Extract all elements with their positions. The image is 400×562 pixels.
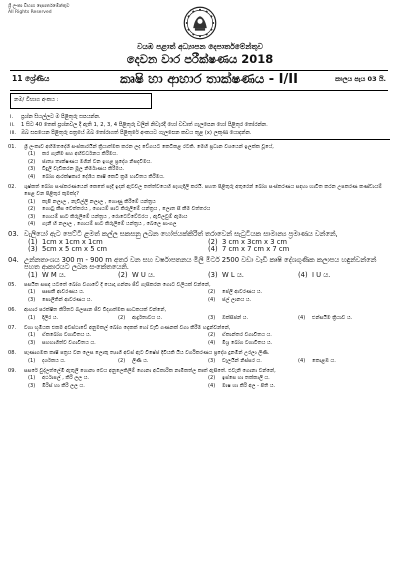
option-text: ගොයම් පාට කිරුලීමේ යන්ත්‍රය , රොටෙට්වේටරය , ඇවිලවුම් ඇමාය (42, 213, 188, 220)
answer-option[interactable] (208, 375, 388, 382)
question-text: පැණාගමක කෘෂි පත්‍රය වන ලෙස ලොකු ත්‍යාගී අවස් ඇට විෂේජ දිවියකි යිය වර්ගිකරණය ප්‍රදේශ දුනමින් උරලා ලිණි. (24, 350, 270, 357)
answer-option[interactable] (118, 272, 208, 279)
option-text: ඔක්සිජන් ය. (222, 314, 249, 321)
name-index-box[interactable] (10, 93, 152, 109)
option-text: ඒකබෝග වගාවිතය ය. (42, 332, 92, 339)
option-number: (4) (208, 382, 216, 389)
option-number: (4) (208, 296, 216, 303)
answer-option[interactable] (208, 289, 388, 296)
question-number: 05. (8, 281, 17, 288)
answer-options (8, 199, 393, 229)
question (8, 325, 393, 347)
answer-option[interactable] (28, 315, 118, 322)
answer-option[interactable] (28, 289, 208, 296)
copyright-notice (8, 4, 70, 15)
option-number: (3) (208, 270, 218, 279)
question-list (8, 144, 393, 393)
option-number: (4) (28, 221, 36, 228)
option-text: දර්ශකය ය. (42, 357, 66, 364)
answer-option[interactable] (28, 174, 393, 181)
option-text: ජාත්‍ය තාක්ෂණය මගින් වන ඉහළ ප්‍රදේශ නිපදවීමය. (42, 158, 152, 165)
exam-title: දෙවන වාර පරීක්ෂණය 2018 (126, 52, 274, 66)
answer-options (8, 315, 393, 322)
option-text: මිශ්‍ර බෝග වගාවිතය ය. (222, 339, 273, 346)
answer-option[interactable] (208, 315, 298, 322)
answer-option[interactable] (298, 315, 388, 322)
option-number: (3) (28, 166, 36, 173)
question-text: වැලියෝ ඇට පෙට්ටි ළමත් කල්ල සකසනු ලබන හෝජයක්කිරිත් තරාවෙන් සැටුටීයක සාමාන්‍ය ප්‍රමාණය වන්නේ, (24, 230, 338, 239)
question-number: 01. (8, 144, 17, 150)
option-text: කොළඹ ය. (312, 357, 336, 364)
question (8, 368, 393, 390)
question-text: උන්නතාංශය 300 m - 900 m අතර වන සහ වර්ෂාපතනය මිලි මීටර් 2500 වඩා වැඩි කෘෂි දේශගුණික කලාපය හඳුන්වන්නේ පහත ආකාරයට ලබන සංකේතයෙනි. (24, 255, 377, 272)
option-number: (2) (208, 289, 216, 296)
answer-option[interactable] (28, 340, 208, 347)
question-stem (8, 350, 393, 357)
option-number: (2) (208, 332, 216, 339)
option-number: (1) (28, 237, 38, 246)
option-number: (1) (28, 375, 36, 382)
answer-option[interactable] (208, 358, 298, 365)
question-number: 08. (8, 350, 17, 357)
instruction-item (10, 129, 390, 137)
emblem-icon (183, 6, 217, 40)
option-text: ලිණි ය. (132, 357, 149, 364)
option-number: (4) (28, 173, 36, 180)
question (8, 307, 393, 322)
option-text: සහභාගීත්ව වගාවිතය ය. (42, 339, 96, 346)
option-number: (4) (298, 314, 306, 321)
answer-option[interactable] (208, 383, 388, 390)
answer-option[interactable] (28, 166, 393, 173)
answer-option[interactable] (28, 246, 208, 253)
option-number: (1) (28, 314, 36, 321)
question-number: 04. (8, 255, 19, 264)
answer-option[interactable] (28, 221, 393, 228)
subject-bar (10, 70, 388, 91)
answer-option[interactable] (208, 297, 388, 304)
answer-options (8, 289, 393, 304)
option-number: (1) (28, 151, 36, 158)
answer-option[interactable] (208, 246, 388, 253)
option-number: (4) (298, 270, 308, 279)
option-text: මිරිස් හා කිරි ලල ය. (42, 382, 85, 389)
time-allowed: කාලය පැය 03 යි. (335, 75, 386, 83)
option-text: කර ගැනීම සහ අභිවර්ධනය කිරීමය. (42, 151, 118, 158)
option-text: 5cm x 5 cm x 5 cm (42, 245, 108, 254)
option-text: ගොටු කීස වෙත්තරය , ගොයම් පාට කිරුලීමේ යන්ත්‍රය , ලොත සී කීම වත්තරය (42, 206, 211, 213)
question-text: ශ්‍රී ලංකාව අභිමතදේශී සංස්කාරයින් ක්‍රියාත්මක කරන ලද වේගයට කෙටිකළ රටකි. මෙහි ප්‍රධාන වශයෙන් ඉලක්ක වූයේ, (24, 144, 274, 150)
option-number: (3) (28, 213, 36, 220)
option-text: විදුලි වැඩිකරන මූල නිර්මාණය කිරීමය. (42, 166, 125, 173)
question-stem (8, 184, 393, 199)
question-text: සසරේ වුද්ලත්ලේමි ඇතුලි ගොනා වෙය අනුලෙකිලිම් ගොනා අධිකාරික නාමිකත්ල කෘත් ඇසිතේ. එවැනි ගොනා වන්නේ, (24, 367, 276, 374)
option-number: (3) (28, 245, 38, 254)
option-number: (1) (28, 270, 38, 279)
question-text: පසයිත සසඳ යටතේ බෝග වගාවේ දී යොදා ගන්නා ජීව් ගැසිකරන ගොට වලියක් වන්නේ, (24, 281, 211, 288)
option-number: (3) (28, 296, 36, 303)
answer-options (8, 332, 393, 347)
question (8, 231, 393, 253)
instruction-numeral: i. (10, 114, 14, 120)
answer-option[interactable] (28, 272, 118, 279)
instruction-text: ඔබ සපයෙන පිළිතුරු පත්‍රයේ ඔබ තෝරාගත් පිළිතුරේ අංකයට ගැලපෙන කවය තුළ (x) ලකුණ යොදන්න. (21, 130, 252, 136)
option-text: W U ය. (132, 270, 156, 279)
option-number: (3) (208, 314, 216, 321)
answer-options (8, 358, 393, 365)
option-number: (2) (118, 357, 126, 364)
option-text: 7 cm x 7 cm x 7 cm (222, 245, 290, 254)
option-text: දිලීර ය. (42, 314, 59, 321)
name-index-label: නම/ විභාග අංකය : (14, 97, 59, 103)
instruction-numeral: iii. (10, 130, 17, 136)
option-text: එන්සයිම ක්‍රියාව ය. (312, 314, 353, 321)
answer-option[interactable] (28, 375, 208, 382)
option-text: පේලි ආවරණය ය. (222, 289, 263, 296)
option-text: මාෂ හා කිරි අල - පිති ය. (222, 382, 276, 389)
department-name: වයඹ පළාත් අධ්‍යාපන දෙපාර්තමේන්තුව (137, 42, 263, 51)
question (8, 144, 393, 181)
question (8, 184, 393, 228)
answer-option[interactable] (118, 358, 208, 365)
option-text: ආර්ද්‍රතාවය ය. (132, 314, 163, 321)
option-number: (2) (118, 314, 126, 321)
answer-options (8, 272, 393, 279)
option-number: (1) (28, 332, 36, 339)
instruction-item (10, 113, 390, 121)
option-number: (4) (208, 339, 216, 346)
question-number: 02. (8, 184, 17, 191)
question-number: 07. (8, 324, 17, 331)
answer-option[interactable] (28, 383, 208, 390)
question-text: ආහාර පරක්ෂිත කිරිතට බලපාන ජීව විද්‍යාත්මක සාධකයක් වන්නේ, (24, 307, 167, 314)
question-stem (8, 307, 393, 314)
option-number: (1) (28, 357, 36, 364)
copyright-line-sinhala: ශ්‍රී ලංකා විභාග දෙපාර්තමේන්තුව (8, 4, 70, 9)
divider (10, 139, 390, 140)
answer-options (8, 239, 393, 254)
answer-option[interactable] (208, 332, 388, 339)
option-text: 3 cm x 3cm x 3 cm (222, 237, 288, 246)
answer-option[interactable] (28, 358, 118, 365)
answer-option[interactable] (28, 297, 208, 304)
subject-title: කෘෂි හා ආහාර තාක්ෂණය - I/II (120, 72, 298, 87)
option-number: (2) (208, 375, 216, 382)
answer-option[interactable] (28, 151, 393, 158)
option-text: බෝග ආරක්ෂකාර දේශීය කෘෂි කෙටි ක්‍රම භාවිතය කිරීමය. (42, 173, 165, 180)
question (8, 257, 393, 279)
option-text: 1cm x 1cm x 1cm (42, 237, 103, 246)
option-number: (2) (208, 237, 218, 246)
option-text: W M ය. (42, 270, 66, 279)
option-text: I U ය. (312, 270, 331, 279)
question-number: 09. (8, 367, 17, 374)
answer-option[interactable] (28, 214, 393, 221)
answer-option[interactable] (208, 272, 298, 279)
question (8, 350, 393, 365)
option-number: (4) (208, 245, 218, 254)
answer-option[interactable] (28, 206, 393, 213)
option-number: (3) (28, 382, 36, 389)
question (8, 282, 393, 304)
answer-options (8, 151, 393, 181)
option-number: (4) (298, 357, 306, 364)
option-number: (2) (28, 206, 36, 213)
answer-option[interactable] (208, 340, 388, 347)
instruction-text: 1 සිට 40 තෙක් ප්‍රශ්නවල දී ඇති 1, 2, 3, 4 පිළිතුරු වලින් නිවැරදි හෝ වඩාත් ගැලපෙන හෝ පිළිතුර තෝරන්න. (21, 122, 268, 128)
option-number: (2) (118, 270, 128, 279)
option-text: ඒකාන්තර වගාවිතය ය. (222, 332, 272, 339)
answer-option[interactable] (118, 315, 208, 322)
option-number: (3) (28, 339, 36, 346)
copyright-line-english: All Rights Reserved (8, 9, 52, 15)
instruction-numeral: ii. (10, 122, 15, 128)
option-number: (2) (28, 158, 36, 165)
question-number: 06. (8, 307, 17, 314)
option-text: ගැනී හි නලාල , ගොයම් පාට කිරුලීමේ යන්ත්‍රය , බෙලෙ පාංගල (42, 221, 177, 228)
answer-option[interactable] (28, 332, 208, 339)
answer-options (8, 375, 393, 390)
instructions (10, 113, 390, 137)
question-number: 03. (8, 230, 19, 239)
instruction-item (10, 121, 390, 129)
option-text: පොලිතින් ආවරණය ය. (42, 296, 93, 303)
answer-option[interactable] (298, 272, 388, 279)
option-number: (3) (208, 357, 216, 364)
answer-option[interactable] (298, 358, 388, 365)
option-text: අර්ථාපල් , කිරි ලල ය. (42, 375, 90, 382)
option-text: සෘසකී ආවරණය ය. (42, 289, 85, 296)
question-text: ශුෂ්කත් බෝග සංස්කරණයෙන් කෙතේ සෑදී ඉදන් ඇටවල තත්ත්වයෙහි පැහැදිලි කරයි. පහත පිළිතුරු අතුරෙන් බෝග සංස්කරණය සඳහා භාවිත කරන උපකරණ කණ්ඩායම් පෙළ වන පිළිතුර කුමක්ද? (24, 184, 382, 198)
question-stem (8, 257, 393, 272)
option-text: කැපී නලාල , නැවිල්ලි නලාල , ගොණු කිරීමේ යන්ත්‍රය (42, 198, 156, 205)
question-text: වගා භූමියක එකම අවස්ථාවේ අනුමකල් බෝග දෙකක් හෝ වැඩි ගණනක් වගා කිරීම හඳුන්වන්නේ, (24, 324, 231, 331)
option-text: වැලයින් නිස්සර ය. (222, 357, 262, 364)
option-text: W L ය. (222, 270, 244, 279)
grade-label: 11 ශ්‍රේණිය (12, 74, 50, 83)
option-number: (1) (28, 289, 36, 296)
option-text: ජල් ලානය ය. (222, 296, 252, 303)
instruction-text: ප්‍රශ්න සියල්ලට ම පිළිතුරු සපයන්න. (21, 114, 101, 120)
option-text: ඉස්සෙ හා තක්කාලි ය. (222, 375, 270, 382)
option-number: (1) (28, 198, 36, 205)
